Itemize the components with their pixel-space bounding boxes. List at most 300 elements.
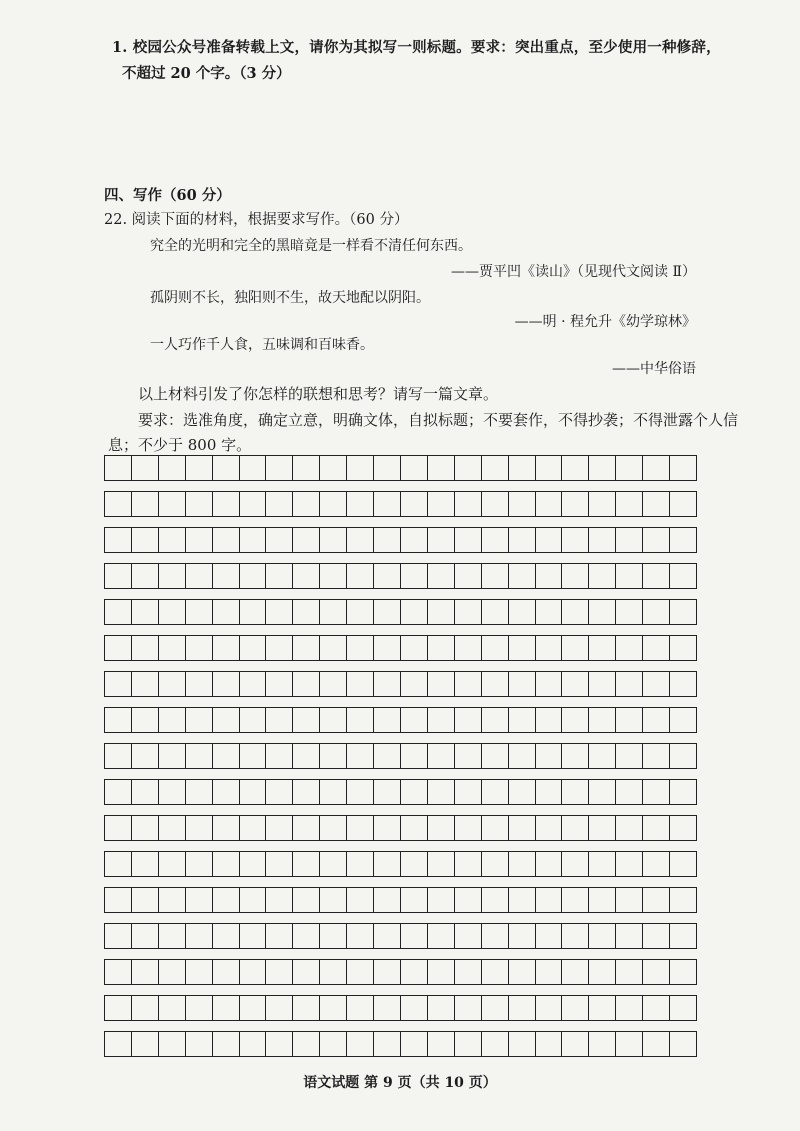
grid-cell[interactable] [347,564,374,588]
grid-cell[interactable] [589,672,616,696]
grid-cell[interactable] [455,600,482,624]
grid-cell[interactable] [589,960,616,984]
grid-cell[interactable] [293,636,320,660]
grid-cell[interactable] [455,1032,482,1056]
grid-cell[interactable] [240,852,267,876]
grid-cell[interactable] [266,492,293,516]
grid-cell[interactable] [536,600,563,624]
grid-cell[interactable] [347,960,374,984]
grid-cell[interactable] [401,492,428,516]
grid-cell[interactable] [455,708,482,732]
answer-grid[interactable] [104,455,697,1067]
grid-cell[interactable] [428,600,455,624]
grid-cell[interactable] [428,852,455,876]
grid-cell[interactable] [213,780,240,804]
grid-cell[interactable] [536,492,563,516]
grid-cell[interactable] [132,600,159,624]
grid-cell[interactable] [455,492,482,516]
grid-cell[interactable] [509,672,536,696]
grid-cell[interactable] [455,564,482,588]
grid-cell[interactable] [616,600,643,624]
grid-cell[interactable] [132,492,159,516]
grid-cell[interactable] [616,564,643,588]
grid-cell[interactable] [374,456,401,480]
grid-cell[interactable] [482,996,509,1020]
grid-cell[interactable] [293,960,320,984]
grid-cell[interactable] [105,924,132,948]
grid-cell[interactable] [616,744,643,768]
grid-cell[interactable] [401,888,428,912]
grid-cell[interactable] [240,780,267,804]
grid-cell[interactable] [670,456,697,480]
grid-cell[interactable] [509,600,536,624]
grid-cell[interactable] [320,564,347,588]
grid-cell[interactable] [105,780,132,804]
grid-cell[interactable] [455,924,482,948]
grid-cell[interactable] [105,888,132,912]
grid-cell[interactable] [401,852,428,876]
grid-cell[interactable] [509,960,536,984]
grid-cell[interactable] [105,996,132,1020]
grid-cell[interactable] [105,636,132,660]
grid-cell[interactable] [536,456,563,480]
grid-cell[interactable] [401,924,428,948]
grid-cell[interactable] [643,672,670,696]
grid-cell[interactable] [589,492,616,516]
grid-cell[interactable] [347,672,374,696]
grid-cell[interactable] [643,888,670,912]
grid-cell[interactable] [266,780,293,804]
grid-cell[interactable] [105,672,132,696]
grid-cell[interactable] [562,744,589,768]
grid-cell[interactable] [213,636,240,660]
grid-cell[interactable] [562,852,589,876]
grid-cell[interactable] [670,1032,697,1056]
grid-cell[interactable] [616,888,643,912]
grid-cell[interactable] [562,1032,589,1056]
grid-cell[interactable] [159,636,186,660]
grid-cell[interactable] [428,456,455,480]
grid-cell[interactable] [455,528,482,552]
grid-cell[interactable] [293,456,320,480]
grid-cell[interactable] [509,780,536,804]
grid-cell[interactable] [347,456,374,480]
grid-cell[interactable] [509,816,536,840]
grid-cell[interactable] [643,744,670,768]
grid-cell[interactable] [670,780,697,804]
grid-cell[interactable] [589,1032,616,1056]
grid-cell[interactable] [105,492,132,516]
grid-cell[interactable] [374,528,401,552]
grid-cell[interactable] [562,636,589,660]
grid-cell[interactable] [536,816,563,840]
grid-cell[interactable] [186,888,213,912]
grid-cell[interactable] [589,708,616,732]
grid-cell[interactable] [186,672,213,696]
grid-cell[interactable] [105,960,132,984]
grid-cell[interactable] [401,564,428,588]
grid-cell[interactable] [428,528,455,552]
grid-cell[interactable] [293,528,320,552]
grid-cell[interactable] [643,528,670,552]
grid-cell[interactable] [159,852,186,876]
grid-cell[interactable] [293,924,320,948]
grid-cell[interactable] [159,1032,186,1056]
grid-cell[interactable] [105,564,132,588]
grid-cell[interactable] [562,672,589,696]
grid-cell[interactable] [266,672,293,696]
grid-cell[interactable] [616,708,643,732]
grid-cell[interactable] [320,636,347,660]
grid-cell[interactable] [213,672,240,696]
grid-cell[interactable] [213,456,240,480]
grid-cell[interactable] [509,564,536,588]
grid-cell[interactable] [347,888,374,912]
grid-cell[interactable] [482,600,509,624]
grid-cell[interactable] [616,672,643,696]
grid-cell[interactable] [643,564,670,588]
grid-cell[interactable] [589,456,616,480]
grid-cell[interactable] [293,492,320,516]
grid-cell[interactable] [401,960,428,984]
grid-cell[interactable] [589,852,616,876]
grid-cell[interactable] [401,816,428,840]
grid-cell[interactable] [186,528,213,552]
grid-cell[interactable] [132,996,159,1020]
grid-cell[interactable] [240,744,267,768]
grid-cell[interactable] [616,960,643,984]
grid-cell[interactable] [320,888,347,912]
grid-cell[interactable] [159,780,186,804]
grid-cell[interactable] [266,852,293,876]
grid-cell[interactable] [616,816,643,840]
grid-cell[interactable] [562,708,589,732]
grid-cell[interactable] [482,492,509,516]
grid-cell[interactable] [132,528,159,552]
grid-cell[interactable] [509,492,536,516]
grid-cell[interactable] [482,672,509,696]
grid-cell[interactable] [589,636,616,660]
grid-cell[interactable] [186,600,213,624]
grid-cell[interactable] [105,708,132,732]
grid-cell[interactable] [589,564,616,588]
grid-cell[interactable] [213,564,240,588]
grid-cell[interactable] [428,636,455,660]
grid-cell[interactable] [455,744,482,768]
grid-cell[interactable] [670,924,697,948]
grid-cell[interactable] [213,528,240,552]
grid-cell[interactable] [132,708,159,732]
grid-cell[interactable] [320,744,347,768]
grid-cell[interactable] [509,456,536,480]
grid-cell[interactable] [347,852,374,876]
grid-cell[interactable] [428,996,455,1020]
grid-cell[interactable] [643,960,670,984]
grid-cell[interactable] [374,996,401,1020]
grid-cell[interactable] [536,780,563,804]
grid-cell[interactable] [213,600,240,624]
grid-cell[interactable] [509,636,536,660]
grid-cell[interactable] [670,960,697,984]
grid-cell[interactable] [347,996,374,1020]
grid-cell[interactable] [320,600,347,624]
grid-cell[interactable] [374,708,401,732]
grid-cell[interactable] [347,600,374,624]
grid-cell[interactable] [213,708,240,732]
grid-cell[interactable] [643,852,670,876]
grid-cell[interactable] [428,744,455,768]
grid-cell[interactable] [509,996,536,1020]
grid-cell[interactable] [509,708,536,732]
grid-cell[interactable] [320,1032,347,1056]
grid-cell[interactable] [482,456,509,480]
grid-cell[interactable] [616,924,643,948]
grid-cell[interactable] [589,528,616,552]
grid-cell[interactable] [132,852,159,876]
grid-cell[interactable] [455,816,482,840]
grid-cell[interactable] [643,456,670,480]
grid-cell[interactable] [482,528,509,552]
grid-cell[interactable] [428,708,455,732]
grid-cell[interactable] [347,636,374,660]
grid-cell[interactable] [401,708,428,732]
grid-cell[interactable] [616,456,643,480]
grid-cell[interactable] [589,816,616,840]
grid-cell[interactable] [132,780,159,804]
grid-cell[interactable] [455,888,482,912]
grid-cell[interactable] [132,960,159,984]
grid-cell[interactable] [562,888,589,912]
grid-cell[interactable] [428,888,455,912]
grid-cell[interactable] [320,456,347,480]
grid-cell[interactable] [482,816,509,840]
grid-cell[interactable] [670,636,697,660]
grid-cell[interactable] [132,744,159,768]
grid-cell[interactable] [428,960,455,984]
grid-cell[interactable] [347,816,374,840]
grid-cell[interactable] [670,816,697,840]
grid-cell[interactable] [293,780,320,804]
grid-cell[interactable] [186,564,213,588]
grid-cell[interactable] [482,888,509,912]
grid-cell[interactable] [428,492,455,516]
grid-cell[interactable] [347,1032,374,1056]
grid-cell[interactable] [482,924,509,948]
grid-cell[interactable] [293,564,320,588]
grid-cell[interactable] [159,996,186,1020]
grid-cell[interactable] [240,960,267,984]
grid-cell[interactable] [428,780,455,804]
grid-cell[interactable] [455,672,482,696]
grid-cell[interactable] [401,780,428,804]
grid-cell[interactable] [320,528,347,552]
grid-cell[interactable] [562,780,589,804]
grid-cell[interactable] [266,456,293,480]
grid-cell[interactable] [240,528,267,552]
grid-cell[interactable] [320,852,347,876]
grid-cell[interactable] [293,672,320,696]
grid-cell[interactable] [374,780,401,804]
grid-cell[interactable] [455,456,482,480]
grid-cell[interactable] [105,528,132,552]
grid-cell[interactable] [347,924,374,948]
grid-cell[interactable] [266,960,293,984]
grid-cell[interactable] [482,708,509,732]
grid-cell[interactable] [186,456,213,480]
grid-cell[interactable] [589,888,616,912]
grid-cell[interactable] [536,852,563,876]
grid-cell[interactable] [562,996,589,1020]
grid-cell[interactable] [562,816,589,840]
grid-cell[interactable] [670,528,697,552]
grid-cell[interactable] [266,600,293,624]
grid-cell[interactable] [374,960,401,984]
grid-cell[interactable] [670,564,697,588]
grid-cell[interactable] [186,852,213,876]
grid-cell[interactable] [643,1032,670,1056]
grid-cell[interactable] [159,708,186,732]
grid-cell[interactable] [455,780,482,804]
grid-cell[interactable] [132,636,159,660]
grid-cell[interactable] [616,528,643,552]
grid-cell[interactable] [266,564,293,588]
grid-cell[interactable] [401,1032,428,1056]
grid-cell[interactable] [186,924,213,948]
grid-cell[interactable] [266,528,293,552]
grid-cell[interactable] [320,492,347,516]
grid-cell[interactable] [132,456,159,480]
grid-cell[interactable] [266,996,293,1020]
grid-cell[interactable] [643,996,670,1020]
grid-cell[interactable] [320,924,347,948]
grid-cell[interactable] [320,816,347,840]
grid-cell[interactable] [616,780,643,804]
grid-cell[interactable] [536,744,563,768]
grid-cell[interactable] [159,528,186,552]
grid-cell[interactable] [320,672,347,696]
grid-cell[interactable] [320,960,347,984]
grid-cell[interactable] [482,780,509,804]
grid-cell[interactable] [159,492,186,516]
grid-cell[interactable] [643,924,670,948]
grid-cell[interactable] [509,1032,536,1056]
grid-cell[interactable] [213,888,240,912]
grid-cell[interactable] [159,888,186,912]
grid-cell[interactable] [482,564,509,588]
grid-cell[interactable] [240,600,267,624]
grid-cell[interactable] [132,816,159,840]
grid-cell[interactable] [670,672,697,696]
grid-cell[interactable] [213,996,240,1020]
grid-cell[interactable] [132,888,159,912]
grid-cell[interactable] [428,816,455,840]
grid-cell[interactable] [562,492,589,516]
grid-cell[interactable] [643,708,670,732]
grid-cell[interactable] [293,600,320,624]
grid-cell[interactable] [105,456,132,480]
grid-cell[interactable] [455,852,482,876]
grid-cell[interactable] [536,960,563,984]
grid-cell[interactable] [482,636,509,660]
grid-cell[interactable] [482,1032,509,1056]
grid-cell[interactable] [562,600,589,624]
grid-cell[interactable] [562,528,589,552]
grid-cell[interactable] [401,600,428,624]
grid-cell[interactable] [536,636,563,660]
grid-cell[interactable] [401,672,428,696]
grid-cell[interactable] [240,1032,267,1056]
grid-cell[interactable] [536,888,563,912]
grid-cell[interactable] [536,528,563,552]
grid-cell[interactable] [374,816,401,840]
grid-cell[interactable] [401,528,428,552]
grid-cell[interactable] [347,708,374,732]
grid-cell[interactable] [643,636,670,660]
grid-cell[interactable] [670,852,697,876]
grid-cell[interactable] [562,924,589,948]
grid-cell[interactable] [509,528,536,552]
grid-cell[interactable] [347,744,374,768]
grid-cell[interactable] [536,1032,563,1056]
grid-cell[interactable] [240,564,267,588]
grid-cell[interactable] [428,672,455,696]
grid-cell[interactable] [536,996,563,1020]
grid-cell[interactable] [482,744,509,768]
grid-cell[interactable] [347,528,374,552]
grid-cell[interactable] [347,780,374,804]
grid-cell[interactable] [105,600,132,624]
grid-cell[interactable] [643,492,670,516]
grid-cell[interactable] [293,996,320,1020]
grid-cell[interactable] [347,492,374,516]
grid-cell[interactable] [213,744,240,768]
grid-cell[interactable] [213,960,240,984]
grid-cell[interactable] [266,636,293,660]
grid-cell[interactable] [374,636,401,660]
grid-cell[interactable] [374,492,401,516]
grid-cell[interactable] [159,564,186,588]
grid-cell[interactable] [428,564,455,588]
grid-cell[interactable] [240,888,267,912]
grid-cell[interactable] [401,456,428,480]
grid-cell[interactable] [536,564,563,588]
grid-cell[interactable] [643,780,670,804]
grid-cell[interactable] [670,888,697,912]
grid-cell[interactable] [186,492,213,516]
grid-cell[interactable] [213,816,240,840]
grid-cell[interactable] [266,744,293,768]
grid-cell[interactable] [536,672,563,696]
grid-cell[interactable] [132,924,159,948]
grid-cell[interactable] [293,744,320,768]
grid-cell[interactable] [616,996,643,1020]
grid-cell[interactable] [186,636,213,660]
grid-cell[interactable] [159,672,186,696]
grid-cell[interactable] [509,888,536,912]
grid-cell[interactable] [159,816,186,840]
grid-cell[interactable] [536,924,563,948]
grid-cell[interactable] [186,744,213,768]
grid-cell[interactable] [374,888,401,912]
grid-cell[interactable] [293,1032,320,1056]
grid-cell[interactable] [455,996,482,1020]
grid-cell[interactable] [159,456,186,480]
grid-cell[interactable] [482,960,509,984]
grid-cell[interactable] [589,780,616,804]
grid-cell[interactable] [105,816,132,840]
grid-cell[interactable] [616,1032,643,1056]
grid-cell[interactable] [159,600,186,624]
